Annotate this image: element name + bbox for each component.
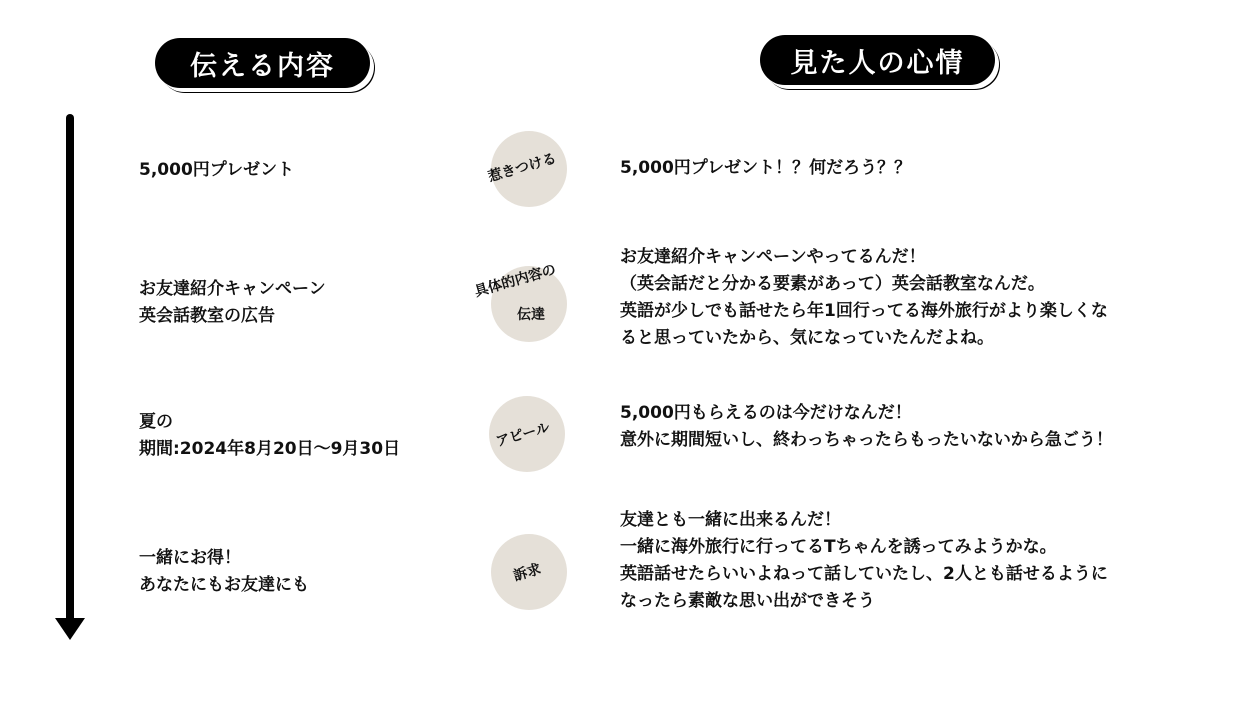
arrow-down-icon [55, 618, 85, 640]
content-row-2: お友達紹介キャンペーン 英会話教室の広告 [139, 279, 326, 326]
badge-label-4: 訴求 [511, 561, 543, 585]
content-header: 伝える内容 [155, 38, 370, 88]
badge-label-1: 惹きつける [486, 150, 559, 186]
badge-3 [489, 396, 565, 472]
feeling-row-2: お友達紹介キャンペーンやってるんだ！ （英会話だと分かる要素があって）英会話教室なんだ。 英語が少しでも話せたら年1回行ってる海外旅行がより楽しくな ると思っていたから、気になっていたんだよね。 [620, 247, 1108, 348]
feeling-row-4: 友達とも一緒に出来るんだ！ 一緒に海外旅行に行ってるTちゃんを誘ってみようかな。 英語話せたらいいよねって話していたし、2人とも話せるように なったら素敵な思い出ができそう [620, 510, 1108, 611]
badge-label-3: アピール [494, 419, 552, 451]
badge-label-2b: 伝達 [517, 307, 545, 323]
badge-2 [472, 261, 567, 342]
content-row-4: 一緒にお得！ あなたにもお友達にも [139, 548, 309, 595]
content-row-3: 夏の 期間:2024年8月20日～9月30日 [139, 412, 401, 459]
badge-label-2a: 具体的内容の [472, 261, 558, 301]
badge-4 [491, 534, 567, 610]
feeling-row-3: 5,000円もらえるのは今だけなんだ！ 意外に期間短いし、終わっちゃったらもったいないから急ごう！ [620, 403, 1113, 450]
feeling-header: 見た人の心情 [760, 35, 995, 85]
timeline-line [66, 114, 74, 624]
content-row-1: 5,000円プレゼント [139, 160, 295, 180]
badge-1 [486, 131, 567, 207]
feeling-row-1: 5,000円プレゼント！？何だろう？？ [620, 158, 912, 178]
